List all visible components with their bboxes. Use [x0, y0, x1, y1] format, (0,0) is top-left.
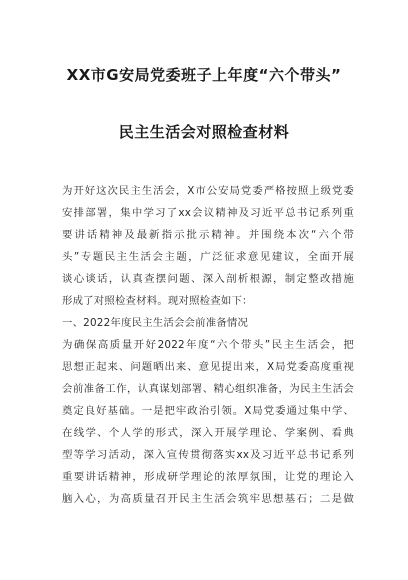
intro-line-6: 形成了对照检查材料。现对照检查如下： — [62, 295, 253, 307]
intro-line-2: 安排部署，集中学习了xx会议精神及习近平总书记系列重 — [62, 207, 354, 219]
section-1-line-2: 思想正起来、问题晒出来、意见提出来，X局党委高度重视 — [62, 361, 354, 373]
section-1-line-1: 为确保高质量开好2022年度“六个带头”民主生活会，把 — [62, 339, 354, 351]
section-1-line-4: 奠定良好基础。一是把牢政治引领。X局党委通过集中学、 — [62, 405, 354, 417]
section-1-line-7: 重要讲话精神，形成研学理论的浓厚氛围，让党的理论入 — [62, 471, 354, 483]
intro-line-3: 要讲话精神及最新指示批示精神。并围绕本次“六个带 — [62, 229, 354, 241]
intro-line-4: 头”专题民主生活会主题，广泛征求意见建议，全面开展 — [62, 251, 354, 263]
document-title-line-1: XX市G安局党委班子上年度“六个带头” — [66, 66, 342, 84]
section-1-line-3: 会前准备工作，认真谋划部署、精心组织准备，为民主生活会 — [62, 383, 354, 395]
section-1-heading: 一、2022年度民主生活会会前准备情况 — [62, 317, 249, 329]
section-1-line-6: 型等学习活动，深入宣传贯彻落实xx及习近平总书记系列 — [62, 449, 354, 461]
intro-line-5: 谈心谈话，认真查摆问题、深入剖析根源，制定整改措施 — [62, 273, 354, 285]
document-title-line-2: 民主生活会对照检查材料 — [118, 123, 290, 141]
section-1-line-5: 在线学、个人学的形式，深入开展学理论、学案例、看典 — [62, 427, 354, 439]
intro-line-1: 为开好这次民主生活会，X市公安局党委严格按照上级党委 — [62, 185, 354, 197]
section-1-line-8: 脑入心，为高质量召开民主生活会筑牢思想基石；二是做 — [62, 493, 354, 505]
